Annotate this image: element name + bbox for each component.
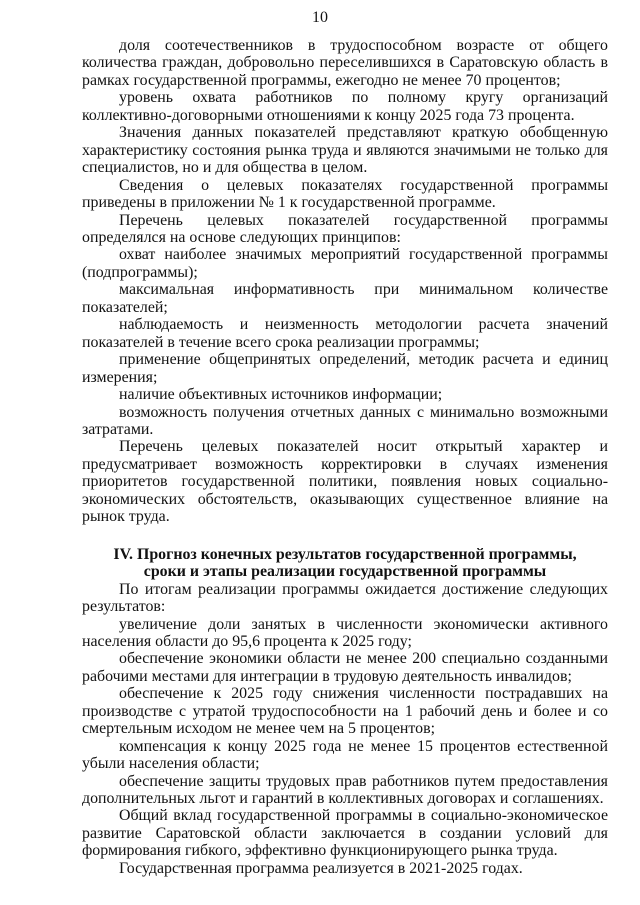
paragraph: доля соотечественников в трудоспособном возрасте от общего количества граждан, добровольно переселившихся в Саратовскую область в рамках государственной программы, ежегодно не менее 70 процентов; [82, 37, 608, 89]
paragraph: Значения данных показателей представляют краткую обобщенную характеристику состояния рынка труда и являются значимыми не только для специалистов, но и для общества в целом. [82, 124, 608, 177]
paragraph: наличие объективных источников информации; [119, 386, 443, 404]
paragraph: максимальная информативность при минимальном количестве показателей; [82, 281, 608, 316]
paragraph: Перечень целевых показателей государственной программы определялся на основе следующих принципов: [82, 211, 608, 246]
paragraph: Общий вклад государственной программы в социально-экономическое развитие Саратовской области заключается в создании условий для формирования гибкого, эффективно функционирующего рынка труда. [82, 807, 608, 860]
paragraph: возможность получения отчетных данных с минимально возможными затратами. [82, 403, 608, 438]
paragraph: увеличение доли занятых в численности экономически активного населения области до 95,6 процента к 2025 году; [82, 615, 608, 650]
paragraph: уровень охвата работников по полному кругу организаций коллективно-договорными отношениями к концу 2025 года 73 процента. [82, 89, 608, 124]
page-number: 10 [312, 9, 328, 26]
paragraph: По итогам реализации программы ожидается достижение следующих результатов: [82, 580, 608, 616]
paragraphs-after-heading [82, 581, 608, 878]
paragraph: охват наиболее значимых мероприятий государственной программы (подпрограммы); [82, 246, 608, 281]
section-heading-line2: сроки и этапы реализации государственной программы [143, 563, 547, 581]
paragraph: Перечень целевых показателей носит открытый характер и предусматривает возможность корректировки в случаях изменения приоритетов государственной политики, появления новых социально-экономических обстоятельств, оказывающих существенное влияние на рынок труда. [82, 438, 608, 526]
paragraph: обеспечение защиты трудовых прав работников путем предоставления дополнительных льгот и гарантий в коллективных договорах и соглашениях. [82, 772, 608, 808]
section-heading [82, 546, 608, 581]
paragraphs-before-heading [82, 37, 608, 526]
paragraph: обеспечение к 2025 году снижения численности пострадавших на производстве с утратой трудоспособности на 1 рабочий день и более и со смертельным исходом не менее чем на 5 процентов; [82, 685, 608, 738]
paragraph: Государственная программа реализуется в 2021-2025 годах. [119, 859, 523, 877]
paragraph: наблюдаемость и неизменность методологии расчета значений показателей в течение всего срока реализации программы; [82, 316, 608, 351]
document-body [82, 37, 608, 877]
section-heading-line1: IV. Прогноз конечных результатов государственной программы, [113, 545, 577, 563]
paragraph: компенсация к концу 2025 года не менее 15 процентов естественной убыли населения области; [82, 737, 608, 773]
paragraph: применение общепринятых определений, методик расчета и единиц измерения; [82, 351, 608, 386]
paragraph: Сведения о целевых показателях государственной программы приведены в приложении № 1 к государственной программе. [82, 176, 608, 212]
paragraph: обеспечение экономики области не менее 200 специально созданными рабочими местами для интеграции в трудовую деятельность инвалидов; [82, 650, 608, 685]
